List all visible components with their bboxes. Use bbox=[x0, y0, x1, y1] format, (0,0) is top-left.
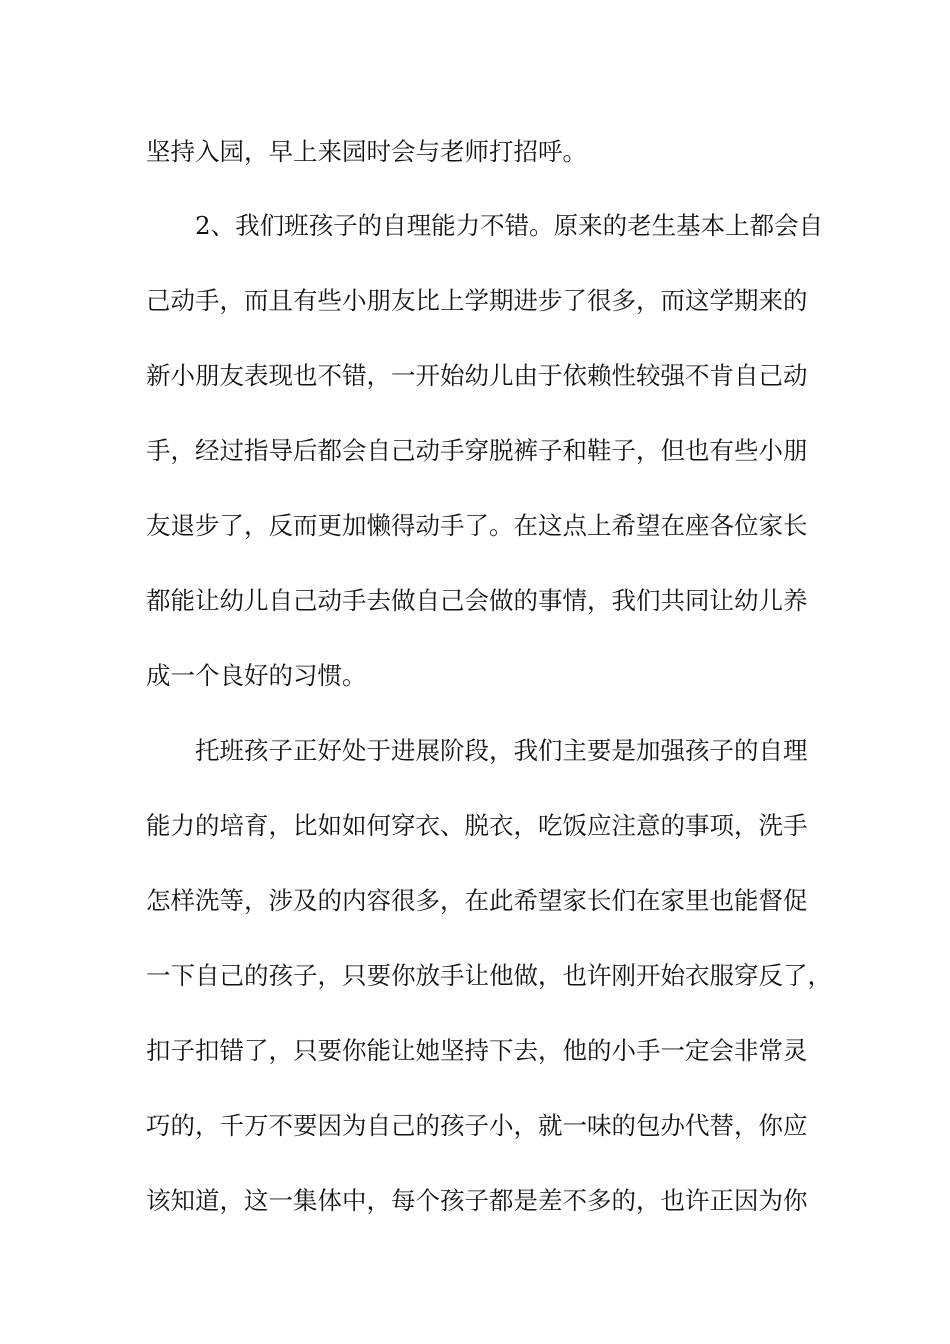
paragraph-start-line: 托班孩子正好处于进展阶段，我们主要是加强孩子的自理 bbox=[195, 736, 808, 765]
text-line: 怎样洗等，涉及的内容很多，在此希望家长们在家里也能督促 bbox=[146, 886, 808, 915]
text-line: 一下自己的孩子，只要你放手让他做，也许刚开始衣服穿反了， bbox=[146, 961, 832, 990]
text-line: 坚持入园，早上来园时会与老师打招呼。 bbox=[146, 137, 587, 166]
text-line: 能力的培育，比如如何穿衣、脱衣，吃饭应注意的事项，洗手 bbox=[146, 811, 808, 840]
text-line: 都能让幼儿自己动手去做自己会做的事情，我们共同让幼儿养 bbox=[146, 586, 808, 615]
text-line: 己动手，而且有些小朋友比上学期进步了很多，而这学期来的 bbox=[146, 286, 808, 315]
text-line: 巧的，千万不要因为自己的孩子小，就一味的包办代替，你应 bbox=[146, 1111, 808, 1140]
text-line: 成一个良好的习惯。 bbox=[146, 661, 367, 690]
paragraph-start-line: 2、我们班孩子的自理能力不错。原来的老生基本上都会自 bbox=[195, 211, 824, 240]
text-line: 手，经过指导后都会自己动手穿脱裤子和鞋子，但也有些小朋 bbox=[146, 436, 808, 465]
text-line: 新小朋友表现也不错，一开始幼儿由于依赖性较强不肯自己动 bbox=[146, 361, 808, 390]
text-line: 友退步了，反而更加懒得动手了。在这点上希望在座各位家长 bbox=[146, 511, 808, 540]
text-line: 扣子扣错了，只要你能让她坚持下去，他的小手一定会非常灵 bbox=[146, 1036, 808, 1065]
text-line: 该知道，这一集体中，每个孩子都是差不多的，也许正因为你 bbox=[146, 1186, 808, 1215]
